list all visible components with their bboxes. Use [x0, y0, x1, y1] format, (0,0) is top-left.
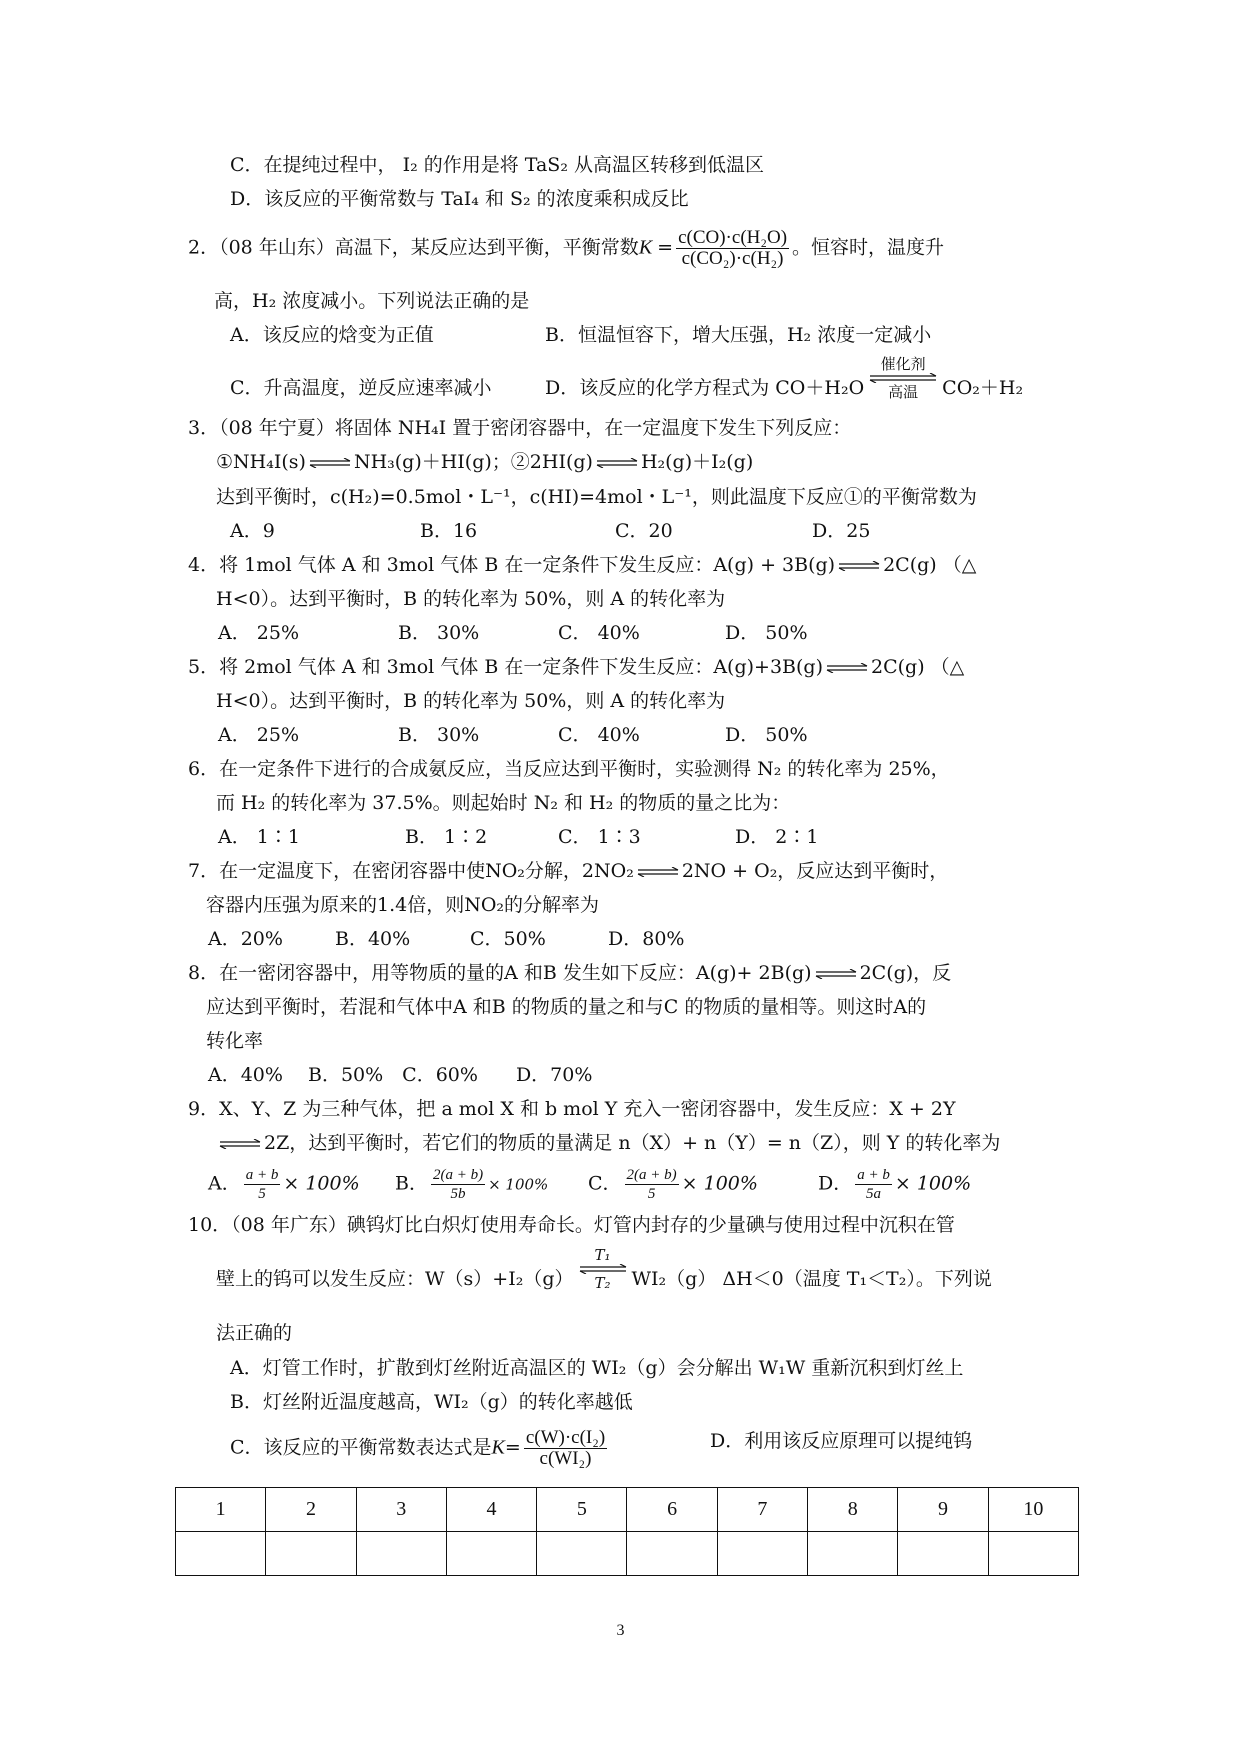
q4-option-b: B． 30%: [398, 622, 480, 644]
question-3-stem: 3．（08 年宁夏）将固体 NH₄I 置于密闭容器中，在一定温度下发生下列反应：: [188, 417, 852, 439]
q5-option-a: A． 25%: [218, 724, 299, 746]
question-4-stem: 4．将 1mol 气体 A 和 3mol 气体 B 在一定条件下发生反应：A(g) + 3B(g) 2C(g) （△: [188, 554, 977, 576]
q3-option-b: B．16: [420, 520, 478, 542]
answer-cell[interactable]: [176, 1532, 266, 1576]
question-8-cont: 应达到平衡时，若混和气体中A 和B 的物质的量之和与C 的物质的量相等。则这时A的: [206, 996, 927, 1018]
q3-option-a: A．9: [230, 520, 275, 542]
q9-option-b: B． $\frac{2(a + b)}{5b}$ × 100%: [395, 1167, 549, 1202]
answer-header-cell: 2: [266, 1488, 356, 1532]
q2-option-d: D．该反应的化学方程式为 CO＋H₂O催化剂 高温 CO₂＋H₂: [545, 355, 1024, 401]
q3-option-d: D．25: [812, 520, 871, 542]
equilibrium-arrow: [837, 561, 881, 571]
question-6-stem: 6．在一定条件下进行的合成氨反应，当反应达到平衡时，实验测得 N₂ 的转化率为 25%，: [188, 758, 950, 780]
answer-cell[interactable]: [717, 1532, 807, 1576]
k-expression-q10: $\frac{\text{c(W)·c(I₂)}}{\text{c(WI₂)}}$: [525, 1427, 606, 1469]
q7-option-a: A．20%: [208, 928, 283, 950]
question-10-cont: 法正确的: [216, 1322, 293, 1344]
q5-option-d: D． 50%: [725, 724, 808, 746]
answer-header-cell: 10: [988, 1488, 1078, 1532]
page-number: 3: [616, 1622, 625, 1639]
question-10-reaction: 壁上的钨可以发生反应：W（s）+I₂（g）T₁ T₂ WI₂（g） ΔH＜0（温度 T₁＜T₂）。下列说: [216, 1246, 992, 1292]
q10-option-c: C．该反应的平衡常数表达式是K= $\frac{\text{c(W)·c(I₂)}}{\text{c(WI₂)}}$: [230, 1427, 606, 1469]
question-8-stem: 8．在一密闭容器中，用等物质的量的A 和B 发生如下反应：A(g)+ 2B(g) 2C(g)，反: [188, 962, 952, 984]
answer-table-header-row: [176, 1488, 1079, 1532]
answer-cell[interactable]: [537, 1532, 627, 1576]
q6-option-d: D． 2∶1: [735, 826, 819, 848]
answer-header-cell: 5: [537, 1488, 627, 1532]
q2-option-c: C．升高温度，逆反应速率减小: [230, 377, 492, 399]
equilibrium-arrow: [814, 969, 858, 979]
answer-header-cell: 7: [717, 1488, 807, 1532]
k-expression-q2: $\frac{\text{c(CO)·c(H₂O)}}{\text{c(CO₂)·c(H₂)}}$: [678, 227, 788, 269]
q7-option-c: C．50%: [470, 928, 546, 950]
option-c-prev: C．在提纯过程中， I₂ 的作用是将 TaS₂ 从高温区转移到低温区: [230, 154, 764, 176]
q6-option-a: A． 1∶1: [218, 826, 300, 848]
q5-option-c: C． 40%: [558, 724, 640, 746]
question-5-stem: 5．将 2mol 气体 A 和 3mol 气体 B 在一定条件下发生反应：A(g)+3B(g) 2C(g) （△: [188, 656, 965, 678]
answer-header-cell: 3: [356, 1488, 446, 1532]
answer-cell[interactable]: [898, 1532, 988, 1576]
q3-option-c: C．20: [615, 520, 673, 542]
q4-option-c: C． 40%: [558, 622, 640, 644]
question-10-stem: 10．（08 年广东）碘钨灯比白炽灯使用寿命长。灯管内封存的少量碘与使用过程中沉积在管: [188, 1214, 955, 1236]
q10-option-b: B．灯丝附近温度越高，WI₂（g）的转化率越低: [230, 1391, 633, 1413]
option-d-prev: D．该反应的平衡常数与 TaI₄ 和 S₂ 的浓度乘积成反比: [230, 188, 689, 210]
equilibrium-arrow: [218, 1139, 262, 1149]
equilibrium-arrow: [825, 663, 869, 673]
answer-cell[interactable]: [988, 1532, 1078, 1576]
answer-cell[interactable]: [446, 1532, 536, 1576]
answer-cell[interactable]: [808, 1532, 898, 1576]
q7-option-b: B．40%: [335, 928, 411, 950]
equilibrium-arrow: [595, 458, 639, 468]
question-3-cont: 达到平衡时，c(H₂)=0.5mol・L⁻¹，c(HI)=4mol・L⁻¹，则此温度下反应①的平衡常数为: [216, 486, 977, 508]
answer-header-cell: 6: [627, 1488, 717, 1532]
answer-header-cell: 4: [446, 1488, 536, 1532]
q10-option-a: A．灯管工作时，扩散到灯丝附近高温区的 WI₂（g）会分解出 W₁W 重新沉积到灯丝上: [230, 1357, 964, 1379]
q8-options: A．40% B．50% C．60% D．70%: [208, 1064, 593, 1086]
answer-cell[interactable]: [356, 1532, 446, 1576]
q2-option-a: A．该反应的焓变为正值: [230, 324, 434, 346]
question-7-stem: 7．在一定温度下，在密闭容器中使NO₂分解，2NO₂ 2NO + O₂，反应达到平衡时，: [188, 860, 949, 882]
question-9-cont: 2Z，达到平衡时，若它们的物质的量满足 n（X）+ n（Y）= n（Z），则 Y 的转化率为: [216, 1130, 1000, 1156]
equilibrium-arrow: [308, 458, 352, 468]
question-2-stem: 2．（08 年山东）高温下，某反应达到平衡，平衡常数K = $\frac{\text{c(CO)·c(H₂O)}}{\text{c(CO₂)·c(H₂)}}$ 。恒容时，温度升: [188, 227, 945, 269]
q9-option-d: D． $\frac{a + b}{5a}$ × 100%: [818, 1167, 972, 1202]
q6-option-b: B． 1∶2: [405, 826, 488, 848]
q6-option-c: C． 1∶3: [558, 826, 641, 848]
q2-option-b: B．恒温恒容下，增大压强，H₂ 浓度一定减小: [545, 324, 932, 346]
answer-table: [175, 1487, 1079, 1576]
question-4-cont: H<0）。达到平衡时，B 的转化率为 50%，则 A 的转化率为: [216, 588, 726, 610]
answer-header-cell: 9: [898, 1488, 988, 1532]
question-8-cont2: 转化率: [206, 1030, 264, 1052]
reaction-condition: T₁ T₂: [576, 1246, 630, 1292]
question-7-cont: 容器内压强为原来的1.4倍，则NO₂的分解率为: [206, 894, 600, 916]
q4-option-a: A． 25%: [218, 622, 299, 644]
q10-option-d: D．利用该反应原理可以提纯钨: [710, 1430, 973, 1452]
q7-option-d: D．80%: [608, 928, 685, 950]
answer-cell[interactable]: [627, 1532, 717, 1576]
question-6-cont: 而 H₂ 的转化率为 37.5%。则起始时 N₂ 和 H₂ 的物质的量之比为：: [216, 792, 791, 814]
question-5-cont: H<0）。达到平衡时，B 的转化率为 50%，则 A 的转化率为: [216, 690, 726, 712]
answer-header-cell: 1: [176, 1488, 266, 1532]
reaction-condition: 催化剂 高温: [866, 355, 940, 401]
answer-header-cell: 8: [808, 1488, 898, 1532]
equilibrium-arrow: [636, 867, 680, 877]
answer-table-blank-row: [176, 1532, 1079, 1576]
q5-option-b: B． 30%: [398, 724, 480, 746]
q4-option-d: D． 50%: [725, 622, 808, 644]
question-9-stem: 9．X、Y、Z 为三种气体，把 a mol X 和 b mol Y 充入一密闭容器中，发生反应：X + 2Y: [188, 1098, 956, 1120]
question-2-stem-cont: 高，H₂ 浓度减小。下列说法正确的是: [214, 290, 530, 312]
answer-cell[interactable]: [266, 1532, 356, 1576]
q9-option-a: A． $\frac{a + b}{5}$ × 100%: [208, 1167, 360, 1202]
q9-option-c: C． $\frac{2(a + b)}{5}$ × 100%: [588, 1167, 758, 1202]
question-3-reactions: ①NH₄I(s) NH₃(g)＋HI(g)；②2HI(g) H₂(g)＋I₂(g): [216, 451, 754, 473]
